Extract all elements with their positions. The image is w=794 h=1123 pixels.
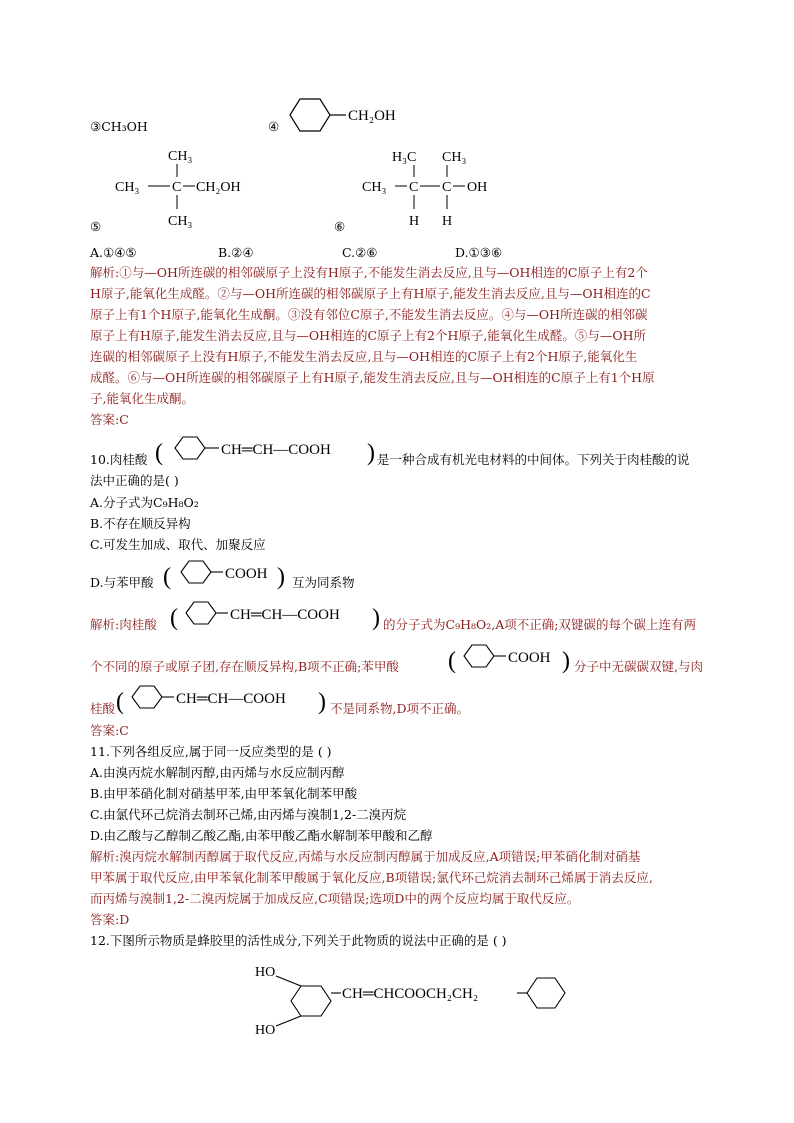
svg-text:): ) [318, 689, 326, 715]
svg-text:(: ( [116, 689, 124, 715]
q11-option-b: B.由甲苯硝化制对硝基甲苯,由甲苯氧化制苯甲酸 [90, 786, 358, 801]
svg-text:OH: OH [467, 180, 488, 195]
svg-text:CH═CH—COOH: CH═CH—COOH [230, 607, 340, 623]
q9-analysis-line: 子,能氧化生成酮。 [90, 391, 194, 406]
item-3-methanol: ③CH₃OH [90, 119, 148, 134]
q10-stem-suffix: 是一种合成有机光电材料的中间体。下列关于肉桂酸的说 [377, 452, 690, 467]
q10-analysis-l3-suffix: 不是同系物,D项不正确。 [330, 701, 469, 716]
q11-stem: 11.下列各组反应,属于同一反应类型的是 ( ) [90, 744, 332, 759]
cyclohexylmethanol-structure [290, 97, 420, 137]
q10-option-d-prefix: D.与苯甲酸 [90, 575, 154, 590]
svg-text:CH═CHCOOCH₂CH₂: CH═CHCOOCH₂CH₂ [342, 986, 479, 1002]
q10-option-a: A.分子式为C₉H₈O₂ [90, 495, 199, 510]
svg-text:): ) [367, 440, 375, 466]
q10-stem-line2: 法中正确的是( ) [90, 473, 179, 488]
q9-analysis-line: 原子上有H原子,能发生消去反应,且与—OH相连的C原子上有2个H原子,能氧化生成醛。⑤与—OH所 [90, 328, 647, 343]
svg-text:CH₃: CH₃ [168, 214, 193, 229]
q9-option-c: C.②⑥ [342, 245, 378, 260]
svg-text:H: H [442, 214, 453, 229]
q10-analysis-prefix: 解析:肉桂酸 [90, 617, 157, 632]
svg-text:HO: HO [255, 965, 276, 980]
q10-analysis-l1-suffix: 的分子式为C₉H₈O₂,A项不正确;双键碳的每个碳上连有两 [383, 617, 696, 632]
svg-text:(: ( [170, 605, 178, 631]
q10-option-c: C.可发生加成、取代、加聚反应 [90, 537, 266, 552]
item-5-label: ⑤ [90, 219, 102, 234]
struct4-group: CH₂OH [348, 108, 396, 124]
q9-answer: 答案:C [90, 412, 129, 427]
svg-text:CH₃: CH₃ [362, 180, 387, 195]
q9-analysis-line: 原子上有1个H原子,能氧化生成酮。③没有邻位C原子,不能发生消去反应。④与—OH所连碳的相邻碳 [90, 307, 648, 322]
cinnamic-acid-structure [116, 682, 331, 722]
svg-text:(: ( [448, 648, 456, 674]
q11-analysis-line: 而丙烯与溴制1,2-二溴丙烷属于加成反应,C项错误;选项D中的两个反应均属于取代反应。 [90, 891, 580, 906]
svg-text:HO: HO [255, 1023, 276, 1038]
q10-option-b: B.不存在顺反异构 [90, 516, 191, 531]
q9-option-d: D.①③⑥ [455, 245, 503, 260]
q10-stem-prefix: 10.肉桂酸 [90, 452, 148, 467]
neopentyl-alcohol-structure [115, 145, 265, 235]
svg-text:CH₃: CH₃ [442, 150, 467, 165]
item-4-label: ④ [268, 119, 280, 134]
svg-text:COOH: COOH [225, 566, 268, 582]
q10-analysis-l3-prefix: 桂酸 [90, 701, 116, 716]
dimethylbutanol-structure [362, 145, 512, 235]
q12-stem: 12.下图所示物质是蜂胶里的活性成分,下列关于此物质的说法中正确的是 ( ) [90, 933, 507, 948]
svg-text:C: C [442, 180, 452, 195]
svg-text:CH═CH—COOH: CH═CH—COOH [221, 442, 331, 458]
svg-text:CH═CH—COOH: CH═CH—COOH [176, 691, 286, 707]
cinnamic-acid-structure [170, 598, 385, 638]
svg-text:CH₃: CH₃ [168, 149, 193, 164]
q9-analysis-line: H原子,能氧化生成醛。②与—OH所连碳的相邻碳原子上有H原子,能发生消去反应,且与—OH相连的C [90, 286, 651, 301]
benzoic-acid-structure [448, 641, 578, 681]
q10-option-d-suffix: 互为同系物 [292, 575, 355, 590]
q9-analysis-line: 解析:①与—OH所连碳的相邻碳原子上没有H原子,不能发生消去反应,且与—OH相连的C原子上有2个 [90, 265, 648, 280]
q9-analysis-line: 连碳的相邻碳原子上没有H原子,不能发生消去反应,且与—OH相连的C原子上有2个H原子,能氧化生 [90, 349, 638, 364]
q11-analysis-line: 甲苯属于取代反应,由甲苯氧化制苯甲酸属于氧化反应,B项错误;氯代环己烷消去制环己烯属于消去反应, [90, 870, 653, 885]
svg-text:COOH: COOH [508, 650, 551, 666]
q10-analysis-l2-suffix: 分子中无碳碳双键,与肉 [574, 659, 703, 674]
q11-answer: 答案:D [90, 912, 130, 927]
q10-answer: 答案:C [90, 723, 129, 738]
item-6-label: ⑥ [334, 219, 346, 234]
svg-text:H: H [409, 214, 420, 229]
svg-text:CH₃: CH₃ [115, 180, 140, 195]
svg-text:): ) [372, 605, 380, 631]
q11-option-c: C.由氯代环己烷消去制环己烯,由丙烯与溴制1,2-二溴丙烷 [90, 807, 407, 822]
q11-option-d: D.由乙酸与乙醇制乙酸乙酯,由苯甲酸乙酯水解制苯甲酸和乙醇 [90, 828, 433, 843]
svg-text:CH₂OH: CH₂OH [196, 180, 241, 195]
q9-option-a: A.①④⑤ [90, 245, 137, 260]
q11-analysis-line: 解析:溴丙烷水解制丙醇属于取代反应,丙烯与水反应制丙醇属于加成反应,A项错误;甲苯硝化制对硝基 [90, 849, 641, 864]
svg-text:H₃C: H₃C [392, 150, 417, 165]
svg-text:C: C [409, 180, 419, 195]
svg-text:(: ( [163, 564, 171, 590]
q10-analysis-l2-prefix: 个不同的原子或原子团,存在顺反异构,B项不正确;苯甲酸 [90, 659, 399, 674]
q9-analysis-line: 成醛。⑥与—OH所连碳的相邻碳原子上有H原子,能发生消去反应,且与—OH相连的C原子上有1个H原 [90, 370, 655, 385]
svg-text:(: ( [155, 440, 163, 466]
svg-text:): ) [277, 564, 285, 590]
q11-option-a: A.由溴丙烷水解制丙醇,由丙烯与水反应制丙醇 [90, 765, 345, 780]
caffeic-acid-phenethyl-ester-structure [255, 960, 575, 1040]
benzoic-acid-structure [163, 557, 293, 597]
svg-text:C: C [172, 180, 182, 195]
svg-text:): ) [562, 648, 570, 674]
q9-option-b: B.②④ [218, 245, 254, 260]
cinnamic-acid-structure [155, 433, 380, 473]
